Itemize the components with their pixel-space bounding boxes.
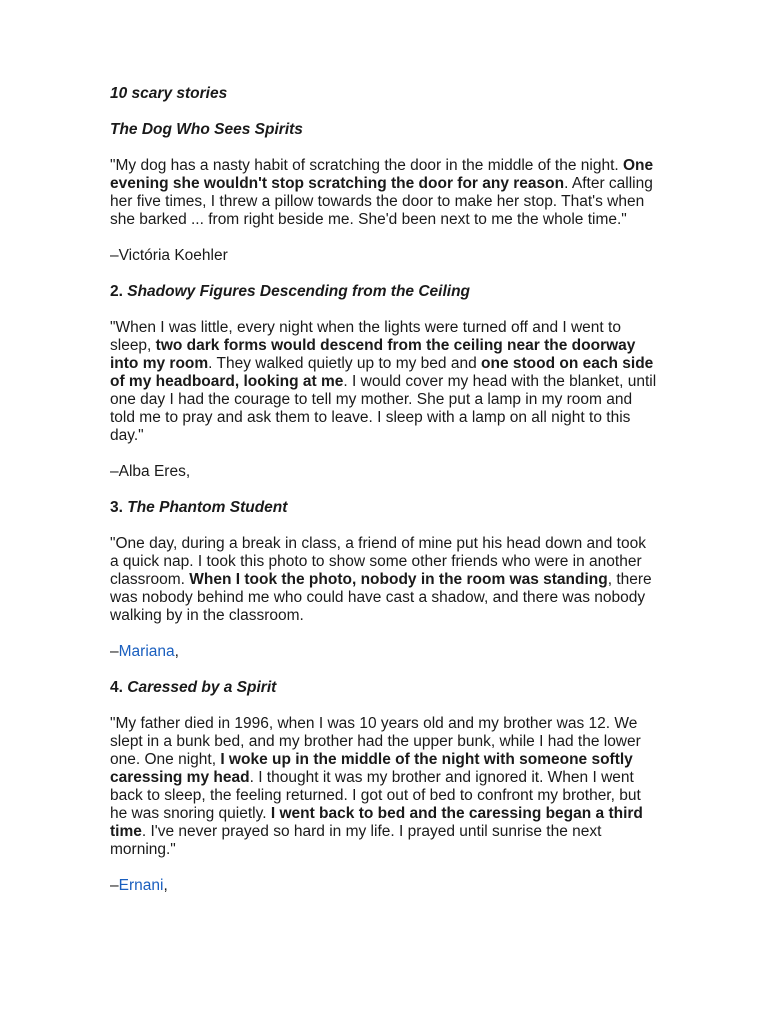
story-title: The Dog Who Sees Spirits [110,121,303,138]
emphasis-text: I went back to bed and the caressing began a third time [110,805,643,840]
author-name: Alba Eres, [118,463,191,480]
emphasis-text: one stood on each side of my headboard, looking at me [110,355,654,390]
story-heading [110,499,658,517]
emphasis-text: I woke up in the middle of the night with someone softly caressing my head [110,751,633,786]
body-text-run: "My dog has a nasty habit of scratching the door in the middle of the night. [110,157,623,174]
body-text-run: . I've never prayed so hard in my life. I prayed until sunrise the next morning." [110,823,602,858]
author-dash: – [110,643,119,660]
author-dash: – [110,877,119,894]
story-heading [110,679,658,697]
story-author [110,463,658,481]
emphasis-text: One evening she wouldn't stop scratching the door for any reason [110,157,654,192]
story-title: The Phantom Student [127,499,288,516]
story-body [110,535,658,625]
body-text-run: "My father died in 1996, when I was 10 years old and my brother was 12. We slept in a bunk bed, and my brother had the upper bunk, while I had the lower one. One night, [110,715,641,768]
body-text-run: . They walked quietly up to my bed and [208,355,482,372]
story-author [110,877,658,895]
story-number: 4. [110,679,123,696]
story-body [110,319,658,445]
document-title: 10 scary stories [110,85,228,102]
story-heading [110,121,658,139]
body-text-run: . After calling her five times, I threw a pillow towards the door to make her stop. That's when she barked ... from right beside me. She'd been next to me the whole time." [110,175,653,228]
story-list [110,121,658,895]
emphasis-text: When I took the photo, nobody in the room was standing [189,571,608,588]
body-text-run: . I would cover my head with the blanket, until one day I had the courage to tell my mother. She put a lamp in my room and told me to pray and ask them to leave. I sleep with a lamp on all night to this day." [110,373,657,444]
body-text-run: . I thought it was my brother and ignored it. When I went back to sleep, the feeling returned. I got out of bed to confront my brother, but he was snoring quietly. [110,769,641,822]
author-name: Victória Koehler [118,247,228,264]
story-title: Shadowy Figures Descending from the Ceiling [127,283,471,300]
story-body [110,715,658,859]
author-dash: – [110,247,119,264]
body-text-run: "When I was little, every night when the lights were turned off and I went to sleep, [110,319,621,354]
body-text-run: "One day, during a break in class, a friend of mine put his head down and took a quick nap. I took this photo to show some other friends who were in another classroom. [110,535,646,588]
story-author [110,643,658,661]
body-text-run: , there was nobody behind me who could have cast a shadow, and there was nobody walking by in the classroom. [110,571,652,624]
author-link[interactable]: Mariana [118,643,175,660]
author-dash: – [110,463,119,480]
author-suffix: , [163,877,168,894]
story-heading [110,283,658,301]
story-number: 3. [110,499,123,516]
story-body [110,157,658,229]
story-author [110,247,658,265]
story-number: 2. [110,283,123,300]
author-suffix: , [174,643,179,660]
author-link[interactable]: Ernani [118,877,164,894]
emphasis-text: two dark forms would descend from the ceiling near the doorway into my room [110,337,636,372]
story-title: Caressed by a Spirit [127,679,277,696]
